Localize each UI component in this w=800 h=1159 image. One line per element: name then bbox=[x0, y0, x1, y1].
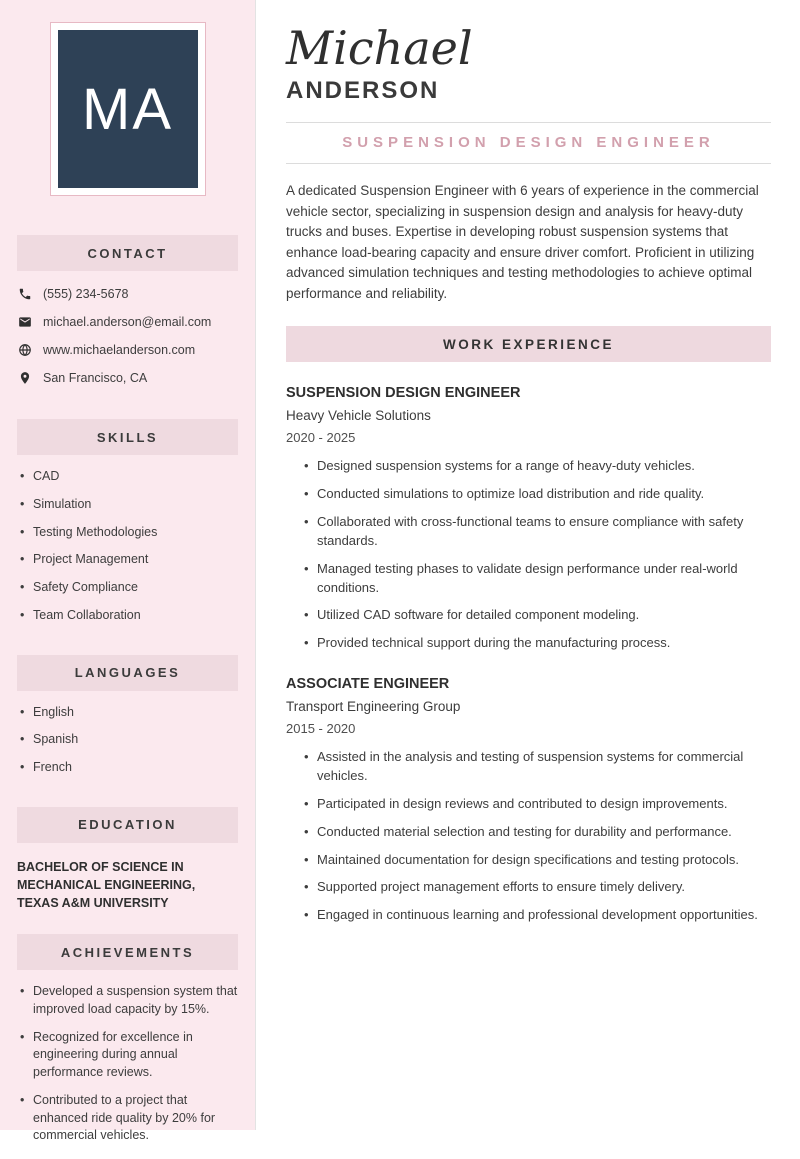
skill-item: • Team Collaboration bbox=[20, 607, 239, 625]
achievement-item: • Developed a suspension system that improved load capacity by 15%. bbox=[20, 983, 239, 1019]
languages-list bbox=[0, 691, 255, 791]
headline: SUSPENSION DESIGN ENGINEER bbox=[342, 134, 715, 152]
job-bullet: • Utilized CAD software for detailed component modeling. bbox=[304, 606, 771, 625]
education-degree: BACHELOR OF SCIENCE IN MECHANICAL ENGINEERING, TEXAS A&M UNIVERSITY bbox=[17, 859, 196, 910]
work-experience-header: WORK EXPERIENCE bbox=[286, 326, 771, 362]
education-section-header: EDUCATION bbox=[17, 807, 238, 843]
skill-item: • Safety Compliance bbox=[20, 579, 239, 597]
job-entry bbox=[286, 676, 771, 925]
job-title: SUSPENSION DESIGN ENGINEER bbox=[286, 385, 521, 402]
headline-block bbox=[286, 122, 771, 164]
job-bullet-list bbox=[286, 445, 771, 653]
job-bullet: • Supported project management efforts to ensure timely delivery. bbox=[304, 878, 771, 897]
skill-item: • Project Management bbox=[20, 551, 239, 569]
main-content bbox=[256, 0, 800, 1130]
achievement-item: • Recognized for excellence in engineering during annual performance reviews. bbox=[20, 1029, 239, 1082]
job-bullet: • Provided technical support during the manufacturing process. bbox=[304, 634, 771, 653]
skills-list bbox=[0, 455, 255, 639]
contact-location-row bbox=[18, 371, 239, 385]
job-bullet: • Collaborated with cross-functional teams to ensure compliance with safety standards. bbox=[304, 513, 771, 551]
job-bullet: • Assisted in the analysis and testing of suspension systems for commercial vehicles. bbox=[304, 748, 771, 786]
job-company: Transport Engineering Group bbox=[286, 699, 461, 715]
sidebar bbox=[0, 0, 256, 1143]
languages-section-header: LANGUAGES bbox=[17, 655, 238, 691]
skills-section-header: SKILLS bbox=[17, 419, 238, 455]
job-dates: 2020 - 2025 bbox=[286, 430, 356, 446]
contact-section-header: CONTACT bbox=[17, 235, 238, 271]
skill-item: • Testing Methodologies bbox=[20, 524, 239, 542]
job-dates: 2015 - 2020 bbox=[286, 721, 356, 737]
achievements-section-header: ACHIEVEMENTS bbox=[17, 934, 238, 970]
skill-item: • Simulation bbox=[20, 496, 239, 514]
job-bullet: • Participated in design reviews and contributed to design improvements. bbox=[304, 795, 771, 814]
achievements-list bbox=[0, 970, 255, 1159]
job-bullet: • Managed testing phases to validate design performance under real-world conditions. bbox=[304, 560, 771, 598]
job-bullet: • Conducted material selection and testing for durability and performance. bbox=[304, 823, 771, 842]
globe-icon bbox=[18, 343, 32, 357]
location-pin-icon bbox=[18, 371, 32, 385]
contact-phone: (555) 234-5678 bbox=[43, 287, 129, 301]
job-bullet-list bbox=[286, 736, 771, 925]
job-entry bbox=[286, 385, 771, 653]
language-item: • English bbox=[20, 704, 239, 722]
contact-website: www.michaelanderson.com bbox=[43, 343, 196, 357]
monogram: MA bbox=[58, 30, 198, 188]
contact-website-row bbox=[18, 343, 239, 357]
phone-icon bbox=[18, 287, 32, 301]
job-bullet: • Maintained documentation for design specifications and testing protocols. bbox=[304, 851, 771, 870]
contact-list bbox=[0, 271, 255, 403]
achievement-item: • Contributed to a project that enhanced ride quality by 20% for commercial vehicles. bbox=[20, 1092, 239, 1145]
contact-location: San Francisco, CA bbox=[43, 371, 148, 385]
skill-item: • CAD bbox=[20, 468, 239, 486]
last-name: ANDERSON bbox=[286, 77, 440, 105]
first-name: Michael bbox=[286, 21, 473, 75]
job-title: ASSOCIATE ENGINEER bbox=[286, 676, 450, 693]
language-item: • French bbox=[20, 759, 239, 777]
summary-paragraph: A dedicated Suspension Engineer with 6 years of experience in the commercial vehicle sector, specializing in suspension design and analysis for heavy-duty trucks and buses. Expertise in developing robust suspension systems that enhance load-bearing capacity and ensure driver comfort. Proficient in utilizing advanced simulation techniques and testing methodologies to achieve optimal performance and reliability. bbox=[286, 183, 759, 301]
language-item: • Spanish bbox=[20, 731, 239, 749]
job-bullet: • Conducted simulations to optimize load distribution and ride quality. bbox=[304, 485, 771, 504]
contact-email-row bbox=[18, 315, 239, 329]
email-icon bbox=[18, 315, 32, 329]
contact-phone-row bbox=[18, 287, 239, 301]
job-company: Heavy Vehicle Solutions bbox=[286, 408, 431, 424]
contact-email: michael.anderson@email.com bbox=[43, 315, 212, 329]
job-bullet: • Engaged in continuous learning and professional development opportunities. bbox=[304, 906, 771, 925]
job-bullet: • Designed suspension systems for a range of heavy-duty vehicles. bbox=[304, 457, 771, 476]
monogram-frame bbox=[50, 22, 206, 196]
